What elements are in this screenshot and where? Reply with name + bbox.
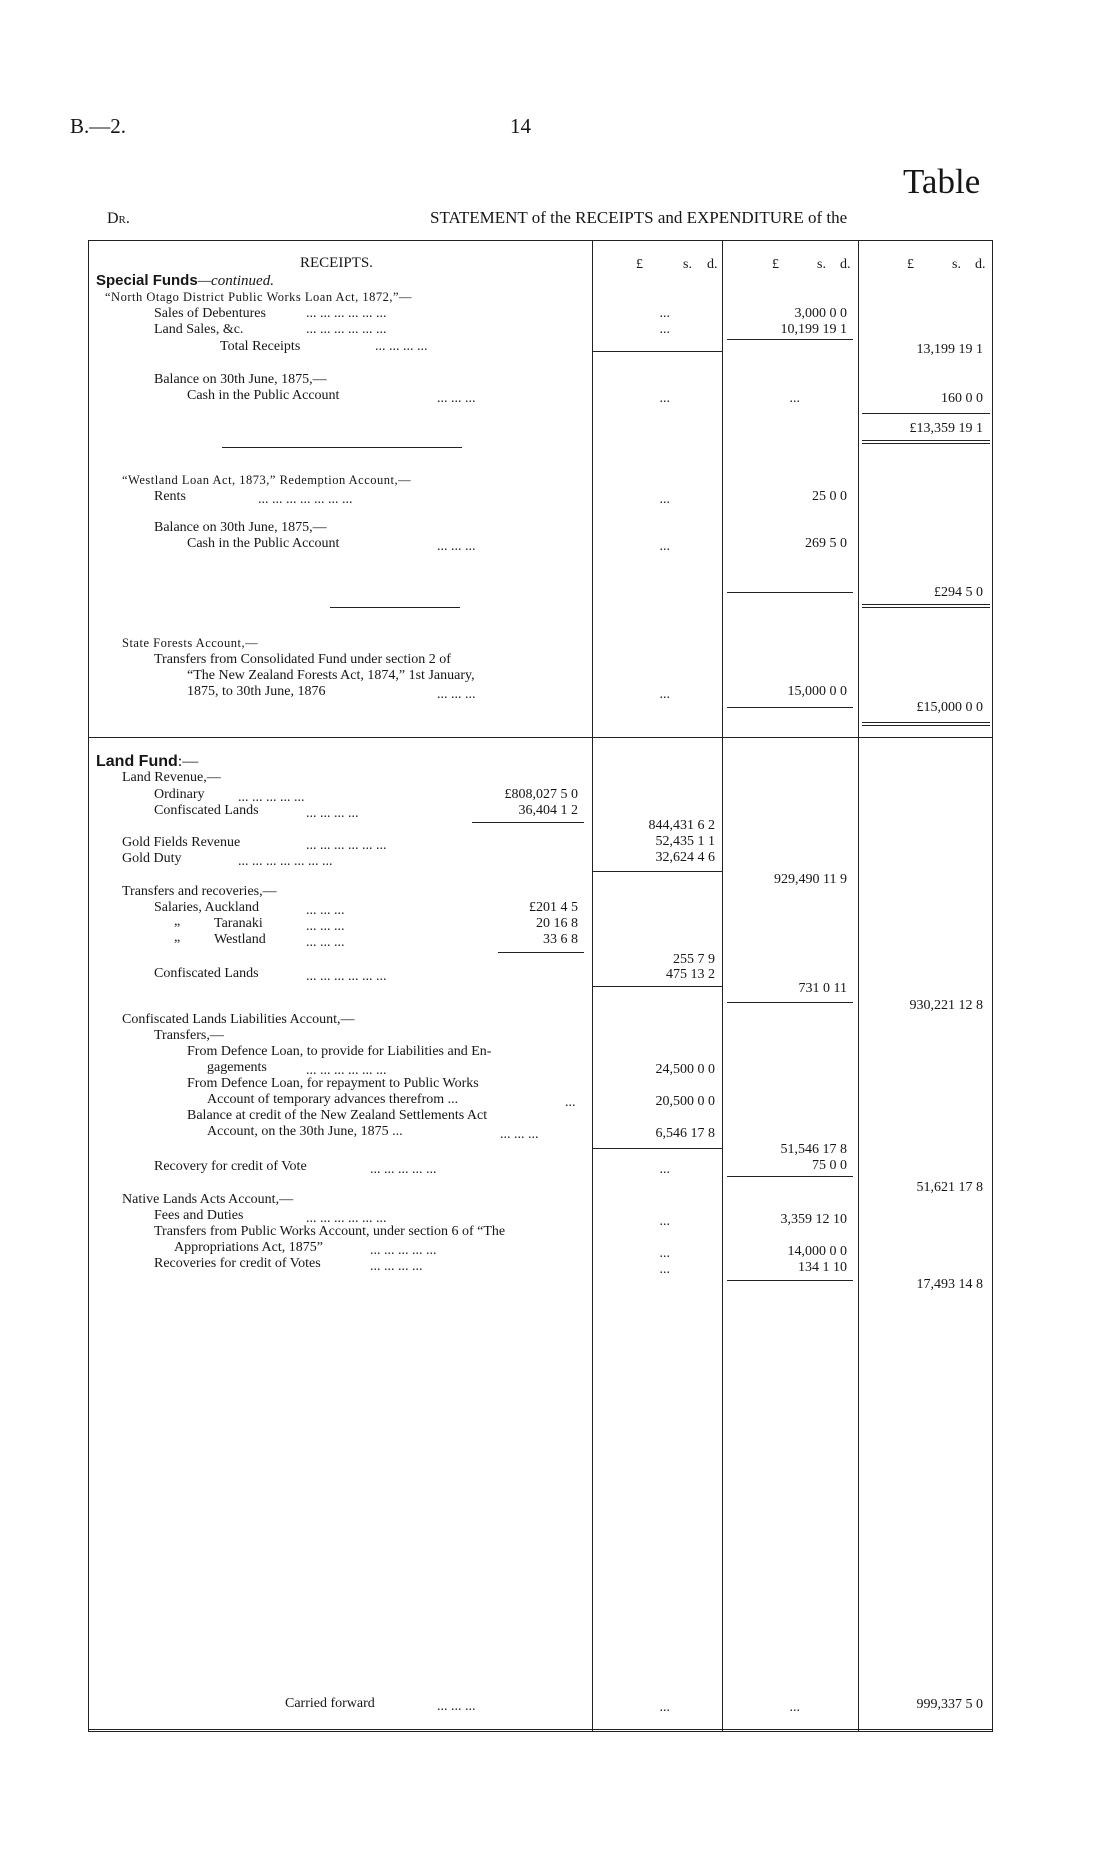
c2-pound-header: £ xyxy=(772,257,779,272)
page-number: 14 xyxy=(510,114,531,138)
westland-cash-label: Cash in the Public Account xyxy=(187,536,340,551)
leader-dots: ... ... ... ... ... ... ... xyxy=(258,492,353,507)
land-sales-c2: 10,199 19 1 xyxy=(780,322,847,337)
fees-duties-c2: 3,359 12 10 xyxy=(780,1212,847,1227)
land-fund-heading: Land Fund:— xyxy=(96,753,199,770)
statement-title: STATEMENT of the RECEIPTS and EXPENDITURE of the xyxy=(430,208,848,227)
leader-dots: ... ... ... xyxy=(437,1699,476,1714)
salaries-c1: 255 7 9 xyxy=(673,952,715,967)
total-receipts-c3: 13,199 19 1 xyxy=(916,342,983,357)
cll-transfers: Transfers,— xyxy=(154,1028,224,1043)
fees-duties-label: Fees and Duties xyxy=(154,1208,244,1223)
leader-dots: ... ... ... ... xyxy=(306,806,359,821)
westland-balance-label: Balance on 30th June, 1875,— xyxy=(154,520,327,535)
leader-dots: ... ... ... ... ... ... xyxy=(306,838,387,853)
special-funds-heading: Special Funds—continued. xyxy=(96,272,274,289)
gold-fields-c1: 52,435 1 1 xyxy=(655,834,715,849)
leader-dots: ... ... ... ... xyxy=(370,1259,423,1274)
recoveries-votes-c1: ... xyxy=(659,1262,670,1277)
leader-dots: ... ... ... ... ... ... xyxy=(306,1211,387,1226)
land-sales-label: Land Sales, &c. xyxy=(154,322,244,337)
cash-c2: ... xyxy=(789,391,800,406)
subtotal-929490: 929,490 11 9 xyxy=(774,872,847,887)
leader-dots: ... ... ... ... ... ... xyxy=(306,1063,387,1078)
public-works-c2: 14,000 0 0 xyxy=(787,1244,847,1259)
c1-pound-header: £ xyxy=(636,257,643,272)
leader-dots: ... ... ... ... ... ... xyxy=(306,969,387,984)
cll-a-line2: gagements xyxy=(207,1060,267,1075)
leader-dots: ... ... ... ... ... xyxy=(370,1243,437,1258)
cll-b-c1: 20,500 0 0 xyxy=(655,1094,715,1109)
gold-duty-label: Gold Duty xyxy=(122,851,182,866)
cll-a-c1: 24,500 0 0 xyxy=(655,1062,715,1077)
sales-debentures-c2: 3,000 0 0 xyxy=(794,306,847,321)
westland-salary-label: Westland xyxy=(214,932,266,947)
leader-dots: ... ... ... ... ... xyxy=(370,1162,437,1177)
state-forests-line3: 1875, to 30th June, 1876 xyxy=(187,684,326,699)
ditto-mark: „ xyxy=(174,914,181,929)
ordinary-label: Ordinary xyxy=(154,787,205,802)
gold-fields-label: Gold Fields Revenue xyxy=(122,835,241,850)
taranaki-label: Taranaki xyxy=(214,916,263,931)
cash-c1: ... xyxy=(659,391,670,406)
ordinary-amount: £808,027 5 0 xyxy=(504,787,578,802)
public-works-c1: ... xyxy=(659,1246,670,1261)
recovery-vote-c2: 75 0 0 xyxy=(812,1158,847,1173)
leader-dots: ... ... ... xyxy=(437,391,476,406)
leader-dots: ... ... ... xyxy=(437,539,476,554)
state-forests-c1: ... xyxy=(659,687,670,702)
confiscated-lands-label: Confiscated Lands xyxy=(154,803,259,818)
leader-dots: ... ... ... xyxy=(306,903,345,918)
state-forests-title: State Forests Account,— xyxy=(122,636,259,650)
state-forests-line1: Transfers from Consolidated Fund under section 2 of xyxy=(154,652,451,667)
leader-dots: ... ... ... ... ... ... ... xyxy=(238,854,333,869)
land-revenue-label: Land Revenue,— xyxy=(122,770,221,785)
north-otago-grand-total: £13,359 19 1 xyxy=(909,421,983,436)
cll-a-line1: From Defence Loan, to provide for Liabilities and En- xyxy=(187,1044,492,1059)
leader-dots: ... ... ... ... xyxy=(375,339,428,354)
carried-forward-label: Carried forward xyxy=(285,1696,375,1711)
subtotal-731: 731 0 11 xyxy=(798,981,847,996)
rents-c1: ... xyxy=(659,492,670,507)
state-forests-c3: £15,000 0 0 xyxy=(916,700,983,715)
leader-dots: ... ... ... xyxy=(500,1127,539,1142)
carried-forward-c3: 999,337 5 0 xyxy=(916,1697,983,1712)
north-otago-title: “North Otago District Public Works Loan Act, 1872,”— xyxy=(105,290,413,304)
salaries-auckland-amount: £201 4 5 xyxy=(529,900,578,915)
c1-shilling-header: s. xyxy=(683,257,692,272)
ditto-mark: „ xyxy=(174,930,181,945)
confiscated-lands2-c1: 475 13 2 xyxy=(666,967,715,982)
cll-b-line2: Account of temporary advances therefrom ... xyxy=(207,1092,459,1107)
page-reference: B.—2. xyxy=(70,114,127,138)
state-forests-line2: “The New Zealand Forests Act, 1874,” 1st January, xyxy=(187,668,475,683)
public-works-transfer-line1: Transfers from Public Works Account, under section 6 of “The xyxy=(154,1224,506,1239)
recoveries-votes-label: Recoveries for credit of Votes xyxy=(154,1256,321,1271)
confiscated-lands2-label: Confiscated Lands xyxy=(154,966,259,981)
c3-shilling-header: s. xyxy=(952,257,961,272)
balance-label: Balance on 30th June, 1875,— xyxy=(154,372,327,387)
cll-c-line2: Account, on the 30th June, 1875 ... xyxy=(207,1124,403,1139)
cll-total-c3: 51,621 17 8 xyxy=(916,1180,983,1195)
cll-subtotal-c2: 51,546 17 8 xyxy=(780,1142,847,1157)
cll-c-line1: Balance at credit of the New Zealand Settlements Act xyxy=(187,1108,488,1123)
leader-dots: ... ... ... ... ... ... xyxy=(306,322,387,337)
recovery-vote-label: Recovery for credit of Vote xyxy=(154,1159,307,1174)
leader-dots: ... ... ... xyxy=(306,935,345,950)
salaries-westland-amount: 33 6 8 xyxy=(543,932,578,947)
leader-dots: ... xyxy=(565,1095,576,1110)
recoveries-votes-c2: 134 1 10 xyxy=(798,1260,847,1275)
sales-debentures-c1: ... xyxy=(659,306,670,321)
c2-shilling-header: s. xyxy=(817,257,826,272)
cll-title: Confiscated Lands Liabilities Account,— xyxy=(122,1012,355,1027)
fees-duties-c1: ... xyxy=(659,1214,670,1229)
transfers-recoveries-label: Transfers and recoveries,— xyxy=(122,884,277,899)
land-revenue-c1: 844,431 6 2 xyxy=(648,818,715,833)
westland-total-c3: £294 5 0 xyxy=(934,585,983,600)
carried-forward-c1: ... xyxy=(659,1700,670,1715)
westland-title: “Westland Loan Act, 1873,” Redemption Account,— xyxy=(122,473,412,487)
leader-dots: ... ... ... xyxy=(306,919,345,934)
receipts-header: RECEIPTS. xyxy=(300,255,373,271)
leader-dots: ... ... ... ... ... xyxy=(238,790,305,805)
rents-c2: 25 0 0 xyxy=(812,489,847,504)
cll-b-line1: From Defence Loan, for repayment to Public Works xyxy=(187,1076,479,1091)
leader-dots: ... ... ... xyxy=(437,687,476,702)
salaries-taranaki-amount: 20 16 8 xyxy=(536,916,578,931)
c3-pound-header: £ xyxy=(907,257,914,272)
total-receipts-label: Total Receipts xyxy=(220,339,301,354)
cash-public-account-label: Cash in the Public Account xyxy=(187,388,340,403)
recovery-vote-c1: ... xyxy=(659,1162,670,1177)
public-works-transfer-line2: Appropriations Act, 1875” xyxy=(174,1240,323,1255)
cash-c3: 160 0 0 xyxy=(941,391,983,406)
confiscated-lands-amount: 36,404 1 2 xyxy=(518,803,578,818)
land-sales-c1: ... xyxy=(659,322,670,337)
c2-pence-header: d. xyxy=(840,257,851,272)
native-lands-title: Native Lands Acts Account,— xyxy=(122,1192,294,1207)
gold-duty-c1: 32,624 4 6 xyxy=(655,850,715,865)
westland-cash-c1: ... xyxy=(659,539,670,554)
c1-pence-header: d. xyxy=(707,257,718,272)
carried-forward-c2: ... xyxy=(789,1700,800,1715)
leader-dots: ... ... ... ... ... ... xyxy=(306,306,387,321)
debit-label: Dr. xyxy=(107,210,130,227)
sales-debentures-label: Sales of Debentures xyxy=(154,306,266,321)
salaries-auckland-label: Salaries, Auckland xyxy=(154,900,259,915)
rents-label: Rents xyxy=(154,489,186,504)
cll-c-c1: 6,546 17 8 xyxy=(655,1126,715,1141)
c3-pence-header: d. xyxy=(975,257,986,272)
state-forests-c2: 15,000 0 0 xyxy=(787,684,847,699)
table-title: Table xyxy=(903,162,981,201)
land-fund-total-c3: 930,221 12 8 xyxy=(909,998,983,1013)
native-lands-total-c3: 17,493 14 8 xyxy=(916,1277,983,1292)
westland-cash-c2: 269 5 0 xyxy=(805,536,847,551)
